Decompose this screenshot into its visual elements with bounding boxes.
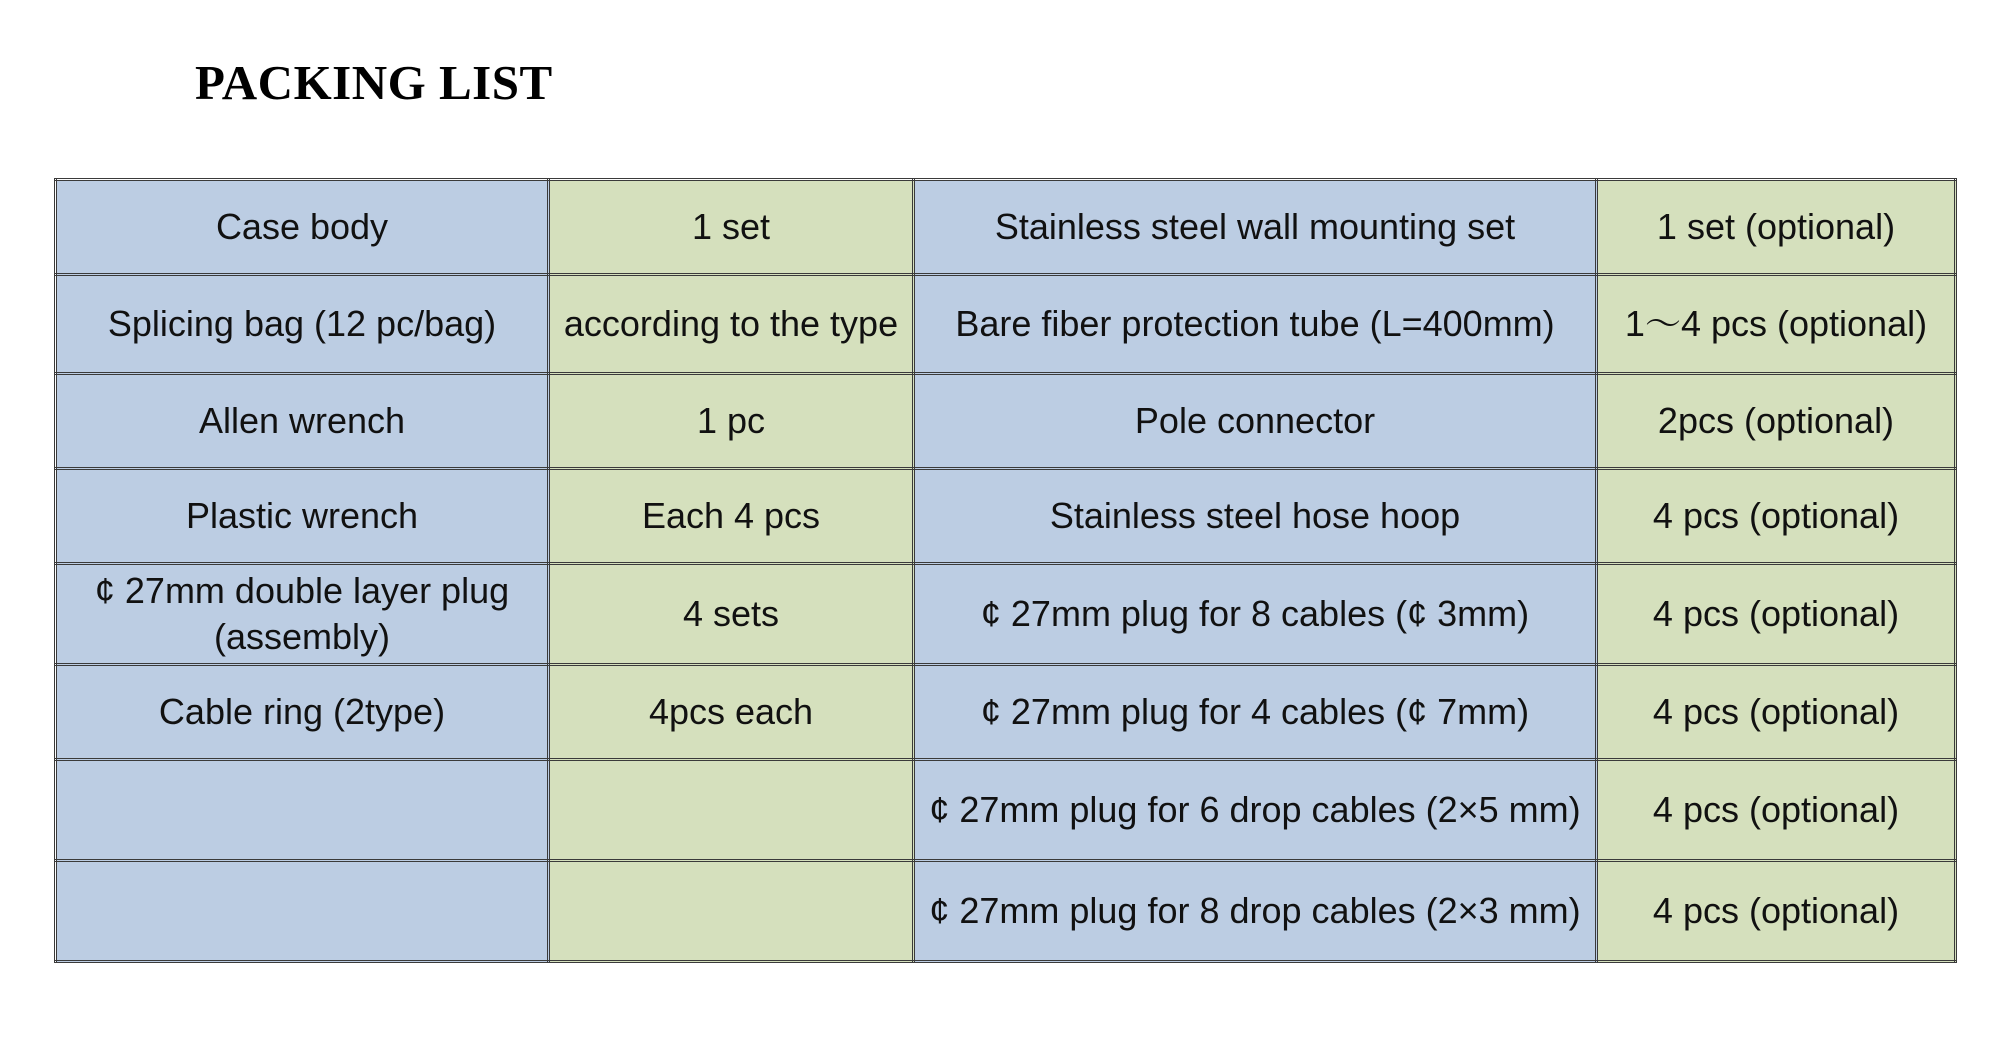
table-row: [56, 861, 1956, 962]
quantity-cell: 4 pcs (optional): [1597, 760, 1956, 861]
item-cell: Case body: [56, 180, 549, 275]
item-cell: Splicing bag (12 pc/bag): [56, 275, 549, 374]
quantity-cell: 1 pc: [549, 374, 914, 469]
page-title: PACKING LIST: [195, 55, 553, 110]
quantity-cell: [549, 861, 914, 962]
quantity-cell: [549, 760, 914, 861]
item-cell: Bare fiber protection tube (L=400mm): [914, 275, 1597, 374]
table-row: [56, 469, 1956, 564]
item-cell: Cable ring (2type): [56, 665, 549, 760]
item-cell: ¢ 27mm plug for 4 cables (¢ 7mm): [914, 665, 1597, 760]
item-cell: Allen wrench: [56, 374, 549, 469]
item-cell: [56, 760, 549, 861]
item-cell: Stainless steel wall mounting set: [914, 180, 1597, 275]
quantity-cell: 1～4 pcs (optional): [1597, 275, 1956, 374]
item-cell: ¢ 27mm plug for 8 drop cables (2×3 mm): [914, 861, 1597, 962]
item-cell: ¢ 27mm double layer plug (assembly): [56, 564, 549, 665]
item-cell: ¢ 27mm plug for 6 drop cables (2×5 mm): [914, 760, 1597, 861]
quantity-cell: 4 sets: [549, 564, 914, 665]
quantity-cell: 1 set: [549, 180, 914, 275]
item-cell: [56, 861, 549, 962]
table-row: [56, 180, 1956, 275]
quantity-cell: 4 pcs (optional): [1597, 665, 1956, 760]
quantity-cell: 4pcs each: [549, 665, 914, 760]
item-cell: Pole connector: [914, 374, 1597, 469]
item-cell: Stainless steel hose hoop: [914, 469, 1597, 564]
table-row: [56, 275, 1956, 374]
quantity-cell: 4 pcs (optional): [1597, 469, 1956, 564]
table-row: [56, 374, 1956, 469]
quantity-cell: according to the type: [549, 275, 914, 374]
table-row: [56, 760, 1956, 861]
packing-list-table: [54, 178, 1957, 963]
item-cell: ¢ 27mm plug for 8 cables (¢ 3mm): [914, 564, 1597, 665]
quantity-cell: 1 set (optional): [1597, 180, 1956, 275]
quantity-cell: 4 pcs (optional): [1597, 861, 1956, 962]
table-row: [56, 564, 1956, 665]
quantity-cell: 4 pcs (optional): [1597, 564, 1956, 665]
quantity-cell: Each 4 pcs: [549, 469, 914, 564]
table-row: [56, 665, 1956, 760]
quantity-cell: 2pcs (optional): [1597, 374, 1956, 469]
item-cell: Plastic wrench: [56, 469, 549, 564]
